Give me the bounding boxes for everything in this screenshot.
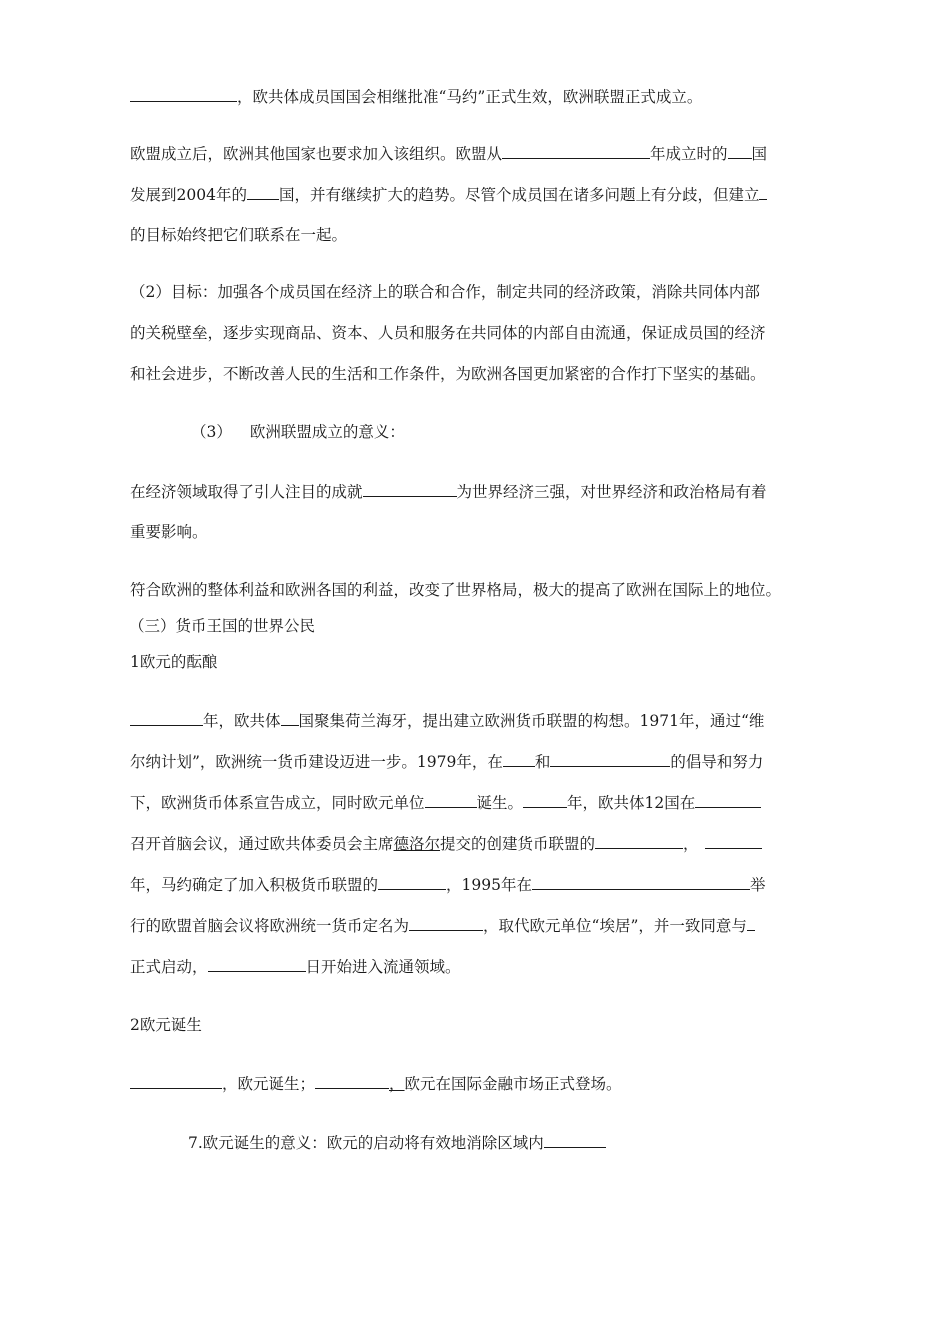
paragraph-line: （2）目标：加强各个成员国在经济上的联合和合作，制定共同的经济政策，消除共同体内部 <box>130 283 760 301</box>
fill-blank <box>595 832 683 849</box>
underlined-name: 德洛尔 <box>393 835 441 853</box>
paragraph-line: 的关税壁垒，逐步实现商品、资本、人员和服务在共同体的内部自由流通，保证成员国的经济 <box>130 324 766 342</box>
fill-blank <box>544 1131 606 1148</box>
paragraph-line: 和社会进步，不断改善人民的生活和工作条件，为欧洲各国更加紧密的合作打下坚实的基础。 <box>130 365 766 383</box>
section-heading: （3） 欧洲联盟成立的意义： <box>191 423 405 441</box>
paragraph-line: 年，马约确定了加入积极货币联盟的 ，1995年在 举 <box>130 873 765 896</box>
fill-blank <box>705 832 762 849</box>
paragraph-line: 发展到2004年的 国，并有继续扩大的趋势。尽管个成员国在诸多问题上有分歧，但建立 <box>130 183 767 206</box>
paragraph-line: 下，欧洲货币体系宣告成立，同时欧元单位 诞生。 年，欧共体12国在 <box>130 791 761 814</box>
paragraph-line: 正式启动， 日开始进入流通领域。 <box>130 955 461 978</box>
fill-blank <box>759 183 767 200</box>
paragraph-line: 尔纳计划”，欧洲统一货币建设迈进一步。1979年，在 和 的倡导和努力 <box>130 750 763 773</box>
subsection-title: 1欧元的酝酿 <box>130 653 218 671</box>
fill-blank <box>728 142 752 159</box>
fill-blank <box>747 914 755 931</box>
paragraph-line: 的目标始终把它们联系在一起。 <box>130 226 348 244</box>
fill-blank <box>281 709 299 726</box>
fill-blank <box>315 1072 389 1089</box>
fill-blank <box>208 955 306 972</box>
paragraph-line: 召开首脑会议，通过欧共体委员会主席德洛尔提交的创建货币联盟的 ， <box>130 832 762 855</box>
fill-blank <box>523 791 567 808</box>
fill-blank <box>409 914 483 931</box>
fill-blank <box>130 1072 222 1089</box>
fill-blank <box>425 791 477 808</box>
fill-blank <box>502 142 650 159</box>
fill-blank <box>378 873 446 890</box>
paragraph-line: 年，欧共体 国聚集荷兰海牙，提出建立欧洲货币联盟的构想。1971年，通过“维 <box>130 709 764 732</box>
paragraph-line: ，欧元诞生； ，欧元在国际金融市场正式登场。 <box>130 1072 622 1095</box>
paragraph-line: 7.欧元诞生的意义：欧元的启动将有效地消除区域内 <box>188 1131 606 1154</box>
fill-blank <box>532 873 750 890</box>
paragraph-line: ，欧共体成员国国会相继批准“马约”正式生效，欧洲联盟正式成立。 <box>130 85 702 108</box>
fill-blank <box>130 709 203 726</box>
section-title: （三）货币王国的世界公民 <box>129 617 316 635</box>
fill-blank <box>550 750 670 767</box>
fill-blank <box>363 480 457 497</box>
fill-blank <box>130 85 237 102</box>
paragraph-line: 符合欧洲的整体利益和欧洲各国的利益，改变了世界格局，极大的提高了欧洲在国际上的地位。 <box>130 581 782 599</box>
paragraph-line: 欧盟成立后，欧洲其他国家也要求加入该组织。欧盟从 年成立时的 国 <box>130 142 767 165</box>
fill-blank <box>503 750 535 767</box>
paragraph-line: 在经济领域取得了引人注目的成就 为世界经济三强，对世界经济和政治格局有着 <box>130 480 767 503</box>
paragraph-line: 重要影响。 <box>130 523 208 541</box>
fill-blank <box>247 183 279 200</box>
fill-blank <box>695 791 761 808</box>
subsection-title: 2欧元诞生 <box>130 1016 202 1034</box>
paragraph-line: 行的欧盟首脑会议将欧洲统一货币定名为 ，取代欧元单位“埃居”，并一致同意与 <box>130 914 755 937</box>
